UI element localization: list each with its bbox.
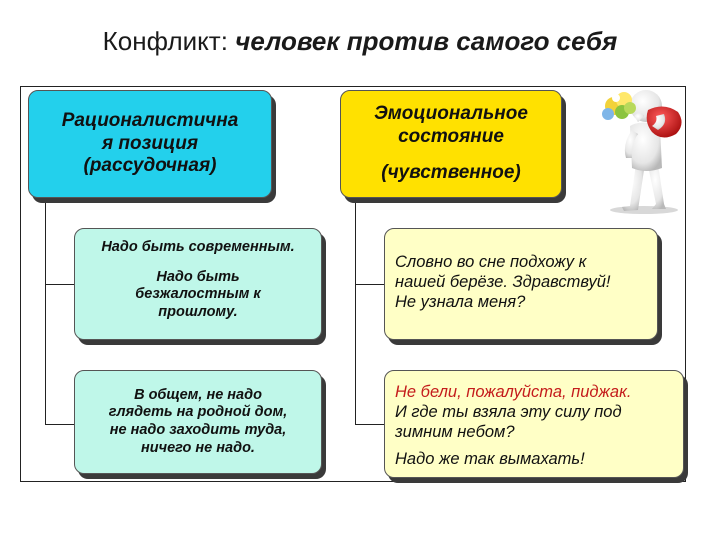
- right-branch-2: [355, 424, 384, 425]
- thinking-figure-illustration: [578, 80, 694, 216]
- rational-quote-2-line-1: В общем, не надо: [134, 386, 262, 403]
- rational-quote-1-second: [135, 269, 260, 322]
- emotional-quote-2-red-line: Не бели, пожалуйста, пиджак.: [395, 383, 632, 401]
- emotional-quote-2: [384, 370, 684, 478]
- rational-quote-1-line-3: прошлому.: [158, 304, 238, 321]
- emotional-header-subtitle: (чувственное): [381, 162, 521, 184]
- rational-quote-2-line-2: глядеть на родной дом,: [108, 404, 288, 421]
- emotional-quote-2-line-2: зимним небом?: [395, 422, 515, 441]
- emotional-quote-1: [384, 228, 658, 340]
- rational-header-line-3: (рассудочная): [83, 155, 217, 177]
- rational-quote-2-line-3: не надо заходить туда,: [109, 422, 287, 438]
- rational-quote-2-line-4: ничего не надо.: [141, 439, 255, 456]
- emotional-quote-2-line-1: И где ты взяла эту силу под: [395, 402, 622, 421]
- emotional-quote-1-line-3: Не узнала меня?: [395, 292, 526, 311]
- right-branch-1: [355, 284, 384, 285]
- rational-quote-1-line-1: Надо быть: [156, 268, 240, 285]
- emotional-state-header: [340, 90, 562, 198]
- rational-quote-1-first: Надо быть современным.: [101, 239, 295, 255]
- rational-header-line-2: я позиция: [101, 132, 199, 154]
- emotional-quote-2-last: Надо же так вымахать!: [395, 450, 585, 469]
- rational-position-header: [28, 90, 272, 198]
- slide-title: [0, 26, 720, 57]
- right-trunk-line: [355, 200, 356, 425]
- emotional-header-line-2: состояние: [398, 125, 504, 147]
- left-branch-1: [45, 284, 74, 285]
- rational-header-line-1: Рационалистична: [61, 109, 239, 131]
- rational-quote-1: [74, 228, 322, 340]
- thinking-figure-icon: [578, 80, 694, 216]
- emotional-header-line-1: Эмоциональное: [374, 102, 528, 124]
- emotional-quote-1-line-1: Словно во сне подхожу к: [395, 253, 587, 271]
- left-branch-2: [45, 424, 74, 425]
- rational-quote-2: [74, 370, 322, 474]
- rational-quote-1-line-2: безжалостным к: [135, 286, 261, 303]
- emotional-quote-1-line-2: нашей берёзе. Здравствуй!: [395, 272, 611, 291]
- title-lead: Конфликт:: [102, 26, 228, 56]
- left-trunk-line: [45, 200, 46, 425]
- title-main: человек против самого себя: [235, 26, 618, 56]
